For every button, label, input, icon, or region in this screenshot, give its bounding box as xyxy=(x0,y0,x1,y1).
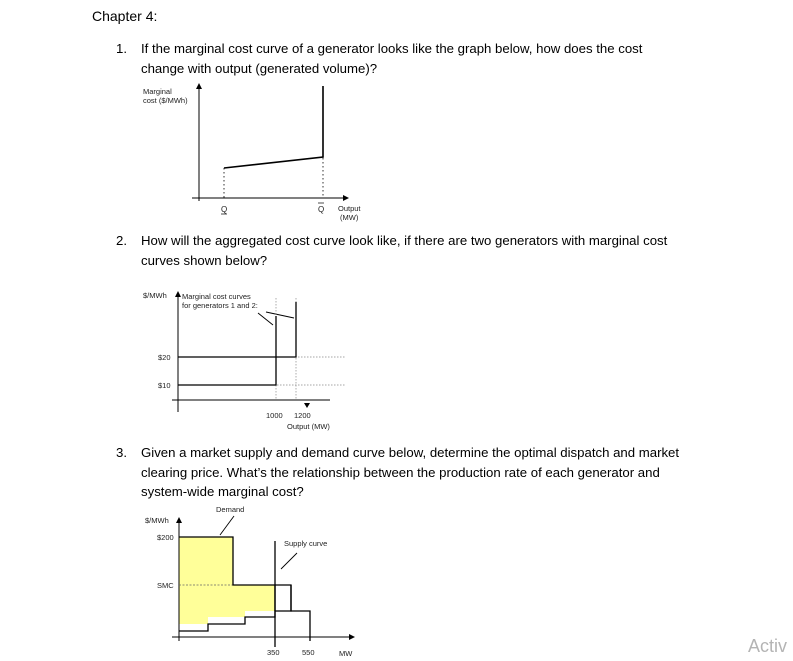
fig2-legend-pointer-1 xyxy=(258,313,273,325)
fig3-supply-pointer xyxy=(281,553,297,569)
question-2-line-2: curves shown below? xyxy=(141,252,268,268)
fig2-generator-2-curve xyxy=(178,302,296,357)
question-1-number: 1. xyxy=(116,41,127,56)
fig1-y-axis-arrow xyxy=(196,83,202,89)
fig3-demand-label: Demand xyxy=(216,505,245,514)
fig1-qmax-label: Q xyxy=(318,205,325,214)
fig3-x-axis-arrow xyxy=(349,634,355,640)
fig3-ylabel: $/MWh xyxy=(145,516,169,525)
fig3-y-axis-arrow xyxy=(176,517,182,523)
question-2-number: 2. xyxy=(116,233,127,248)
question-3-line-3: system-wide marginal cost? xyxy=(141,484,304,499)
fig3-xlabel: MW xyxy=(339,649,353,658)
fig1-qmin-label: Q xyxy=(221,205,228,214)
fig3-tick-200: $200 xyxy=(157,533,174,542)
fig2-legend-line1: Marginal cost curves xyxy=(182,292,251,301)
fig3-supply-label: Supply curve xyxy=(284,539,328,548)
fig2-tick-1000: 1000 xyxy=(266,411,283,420)
question-3-number: 3. xyxy=(116,445,127,460)
fig3-yellow-surplus-area xyxy=(179,537,275,624)
figure-3 xyxy=(145,505,355,658)
fig1-xlabel-line2: (MW) xyxy=(340,213,359,222)
fig2-xlabel: Output (MW) xyxy=(287,422,330,431)
fig3-demand-pointer xyxy=(220,516,234,535)
question-1-line-1: If the marginal cost curve of a generator looks like the graph below, how does the cost xyxy=(141,41,643,56)
fig3-supply-steps-right xyxy=(275,585,310,641)
figure-2 xyxy=(143,291,345,431)
fig1-xlabel-line1: Output xyxy=(338,204,361,213)
fig2-ylabel: $/MWh xyxy=(143,291,167,300)
fig1-ylabel-line2: cost ($/MWh) xyxy=(143,96,188,105)
question-1-line-2: change with output (generated volume)? xyxy=(141,60,378,76)
fig2-x-axis-arrow xyxy=(304,403,310,408)
fig1-ylabel-line1: Marginal xyxy=(143,87,172,96)
fig3-smc-label: SMC xyxy=(157,581,174,590)
fig2-tick-20: $20 xyxy=(158,353,171,362)
fig2-legend-pointer-2 xyxy=(266,312,294,318)
question-2-line-1: How will the aggregated cost curve look like, if there are two generators with marginal cost xyxy=(141,233,668,248)
activation-watermark: Activ xyxy=(748,636,788,656)
fig2-y-axis-arrow xyxy=(175,291,181,297)
figure-1 xyxy=(143,83,361,222)
fig2-legend-line2: for generators 1 and 2: xyxy=(182,301,258,310)
fig1-x-axis-arrow xyxy=(343,195,349,201)
question-3-line-2: clearing price. What’s the relationship between the production rate of each generator and xyxy=(141,464,660,480)
fig2-tick-10: $10 xyxy=(158,381,171,390)
fig1-marginal-cost-curve xyxy=(224,86,323,168)
fig3-tick-550: 550 xyxy=(302,648,315,657)
chapter-title: Chapter 4: xyxy=(92,8,158,24)
question-3-line-1: Given a market supply and demand curve below, determine the optimal dispatch and market xyxy=(141,445,680,460)
fig2-generator-1-curve xyxy=(178,316,276,385)
fig2-tick-1200: 1200 xyxy=(294,411,311,420)
fig3-tick-350: 350 xyxy=(267,648,280,657)
